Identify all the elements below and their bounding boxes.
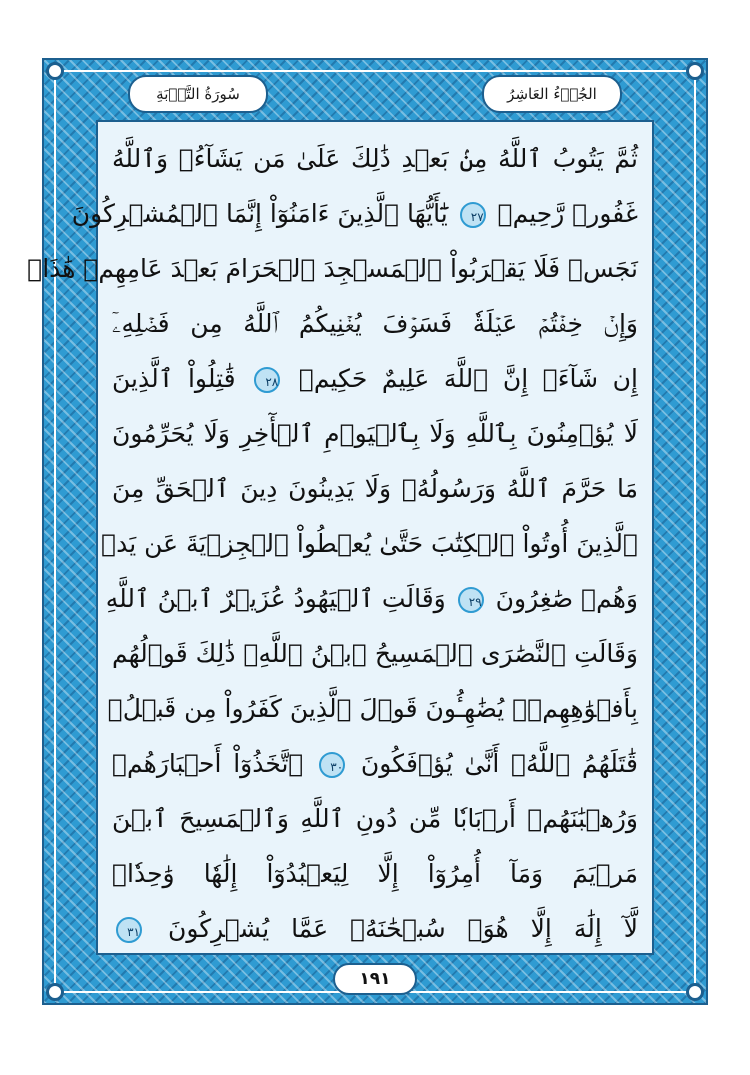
- verse-text: وَإِنۡ خِفۡتُمۡ عَيۡلَةٗ فَسَوۡفَ يُغۡنِيكُمُ ٱللَّهُ مِن فَضۡلِهِۦٓ: [112, 309, 638, 338]
- surah-name-label: سُورَةُ التَّوۡبَةِ: [156, 85, 240, 103]
- ayah-number-marker: ٢٨: [254, 367, 280, 393]
- verse-line: [112, 900, 638, 958]
- verse-text: ٱتَّخَذُوٓاْ أَحۡبَارَهُمۡ: [112, 749, 304, 778]
- ayah-number-marker: ٣١: [116, 917, 142, 943]
- verse-text: وَقَالَتِ ٱلۡيَهُودُ عُزَيۡرٌ ٱبۡنُ ٱللَّهِ: [105, 584, 446, 613]
- verse-text: غَفُورٞ رَّحِيمٞ: [497, 199, 638, 228]
- verse-line: [112, 350, 638, 408]
- verse-text: لَا يُؤۡمِنُونَ بِٱللَّهِ وَلَا بِٱلۡيَوۡمِ ٱلۡأٓخِرِ وَلَا يُحَرِّمُونَ: [112, 419, 638, 448]
- verse-line: [112, 295, 638, 353]
- verse-text: مَا حَرَّمَ ٱللَّهُ وَرَسُولُهُۥ وَلَا يَدِينُونَ دِينَ ٱلۡحَقِّ مِنَ: [112, 474, 638, 503]
- verse-line: [112, 735, 638, 793]
- ayah-number-marker: ٣٠: [319, 752, 345, 778]
- corner-rosette-icon: [46, 62, 64, 80]
- verse-line: [112, 845, 638, 903]
- verse-line: [112, 790, 638, 848]
- verse-text: وَهُمۡ صَٰغِرُونَ: [495, 584, 638, 613]
- corner-rosette-icon: [686, 983, 704, 1001]
- verse-line: [112, 460, 638, 518]
- corner-rosette-icon: [686, 62, 704, 80]
- verse-line: [101, 515, 638, 573]
- verse-line: [112, 130, 638, 188]
- verse-text: بِأَفۡوَٰهِهِمۡۖ يُضَٰهِـُٔونَ قَوۡلَ ٱلَّذِينَ كَفَرُواْ مِن قَبۡلُۚ: [107, 694, 638, 723]
- verse-line: [71, 185, 638, 243]
- verse-text: وَقَالَتِ ٱلنَّصَٰرَى ٱلۡمَسِيحُ ٱبۡنُ ٱللَّهِۖ ذَٰلِكَ قَوۡلُهُم: [112, 639, 638, 668]
- verse-text: نَجَسٞ فَلَا يَقۡرَبُواْ ٱلۡمَسۡجِدَ ٱلۡحَرَامَ بَعۡدَ عَامِهِمۡ هَٰذَاۚ: [27, 254, 638, 283]
- verse-text: يَٰٓأَيُّهَا ٱلَّذِينَ ءَامَنُوٓاْ إِنَّمَا ٱلۡمُشۡرِكُونَ: [71, 199, 448, 228]
- verse-text: قَٰتَلَهُمُ ٱللَّهُۖ أَنَّىٰ يُؤۡفَكُونَ: [360, 749, 638, 778]
- page-number: [333, 963, 417, 995]
- juz-name-header: [482, 75, 622, 113]
- verse-line: [107, 680, 638, 738]
- page-number-label: ١٩١: [359, 969, 391, 989]
- verse-text: لَّآ إِلَٰهَ إِلَّا هُوَۚ سُبۡحَٰنَهُۥ عَمَّا يُشۡرِكُونَ: [167, 914, 638, 943]
- verse-line: [105, 570, 638, 628]
- verse-text: ٱلَّذِينَ أُوتُواْ ٱلۡكِتَٰبَ حَتَّىٰ يُعۡطُواْ ٱلۡجِزۡيَةَ عَن يَدٖ: [101, 529, 638, 558]
- verse-text: إِن شَآءَۚ إِنَّ ٱللَّهَ عَلِيمٌ حَكِيمٞ: [298, 364, 638, 393]
- verse-line: [112, 405, 638, 463]
- corner-rosette-icon: [46, 983, 64, 1001]
- surah-name-header: [128, 75, 268, 113]
- ayah-number-marker: ٢٩: [458, 587, 484, 613]
- verse-line: [27, 240, 638, 298]
- verse-text: ثُمَّ يَتُوبُ ٱللَّهُ مِنۢ بَعۡدِ ذَٰلِكَ عَلَىٰ مَن يَشَآءُۗ وَٱللَّهُ: [112, 144, 638, 173]
- juz-name-label: الجُزۡءُ العَاشِرُ: [507, 85, 597, 103]
- verse-text: مَرۡيَمَ وَمَآ أُمِرُوٓاْ إِلَّا لِيَعۡبُدُوٓاْ إِلَٰهٗا وَٰحِدٗاۖ: [112, 859, 638, 888]
- text-panel: [27, 120, 654, 955]
- verse-line: [112, 625, 638, 683]
- ayah-number-marker: ٢٧: [460, 202, 486, 228]
- verse-text: قَٰتِلُواْ ٱلَّذِينَ: [112, 364, 236, 393]
- verse-text: وَرُهۡبَٰنَهُمۡ أَرۡبَابٗا مِّن دُونِ ٱللَّهِ وَٱلۡمَسِيحَ ٱبۡنَ: [112, 804, 638, 833]
